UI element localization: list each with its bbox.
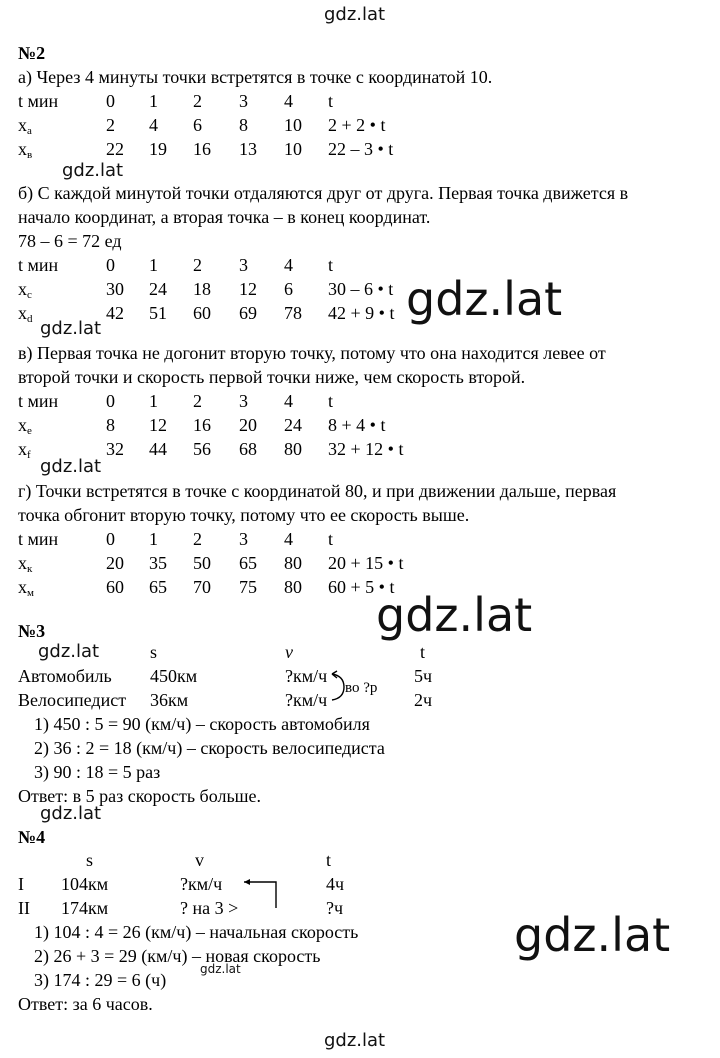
table-cell: 22 – 3 • t (328, 139, 394, 159)
answer: Ответ: в 5 раз скорость больше. (18, 786, 262, 806)
header-cell: 2 (193, 529, 202, 549)
table-cell: 20 + 15 • t (328, 553, 404, 573)
table-cell: 18 (193, 279, 211, 299)
solution-step: 3) 174 : 29 = 6 (ч) (34, 970, 167, 990)
table-cell: 6 (193, 115, 202, 135)
table-cell: 20 (239, 415, 257, 435)
connector-arrow-icon (240, 874, 280, 908)
header-cell: 0 (106, 529, 115, 549)
part-c-text-line2: второй точки и скорость первой точки ниже, чем скорость второй. (18, 367, 526, 387)
header-cell: 1 (149, 255, 158, 275)
row-speed: ?км/ч (180, 874, 223, 894)
part-b-text-line2: начало координат, а вторая точка – в конец координат. (18, 207, 431, 227)
table-cell: 2 (106, 115, 115, 135)
table-cell: 12 (149, 415, 167, 435)
table-cell: 19 (149, 139, 167, 159)
watermark: gdz.lat (40, 803, 102, 824)
table-cell: 4 (149, 115, 158, 135)
part-b-calc: 78 – 6 = 72 ед (18, 231, 122, 251)
column-header-v: v (285, 642, 293, 662)
header-cell: t мин (18, 91, 59, 111)
table-cell: 12 (239, 279, 257, 299)
table-cell: 13 (239, 139, 257, 159)
row-label: $x_к$ (18, 553, 33, 575)
table-cell: 35 (149, 553, 167, 573)
bracket-label: во ?р (345, 680, 378, 696)
watermark-small: gdz.lat (200, 962, 241, 976)
row-speed: ?км/ч (285, 666, 328, 686)
part-d-text-line1: г) Точки встретятся в точке с координатой 80, и при движении дальше, первая (18, 481, 617, 501)
solution-step: 2) 26 + 3 = 29 (км/ч) – новая скорость (34, 946, 321, 966)
table-cell: 50 (193, 553, 211, 573)
table-cell: 65 (239, 553, 257, 573)
row-name: Автомобиль (18, 666, 112, 686)
header-cell: 0 (106, 91, 115, 111)
table-cell: 30 (106, 279, 124, 299)
row-time: 2ч (414, 690, 433, 710)
table-cell: 6 (284, 279, 293, 299)
table-cell: 24 (284, 415, 302, 435)
solution-step: 2) 36 : 2 = 18 (км/ч) – скорость велосипедиста (34, 738, 385, 758)
table-cell: 42 + 9 • t (328, 303, 395, 323)
header-cell: 3 (239, 91, 248, 111)
header-cell: 4 (284, 255, 293, 275)
row-time: ?ч (326, 898, 344, 918)
table-cell: 20 (106, 553, 124, 573)
watermark: gdz.lat (40, 456, 102, 477)
watermark: gdz.lat (38, 641, 100, 662)
header-cell: 2 (193, 255, 202, 275)
table-cell: 69 (239, 303, 257, 323)
table-cell: 24 (149, 279, 167, 299)
watermark: gdz.lat (62, 160, 124, 181)
header-cell: 2 (193, 91, 202, 111)
table-cell: 56 (193, 439, 211, 459)
watermark: gdz.lat (40, 318, 102, 339)
header-cell: 0 (106, 391, 115, 411)
row-label: $x_d$ (18, 303, 33, 325)
solution-step: 1) 104 : 4 = 26 (км/ч) – начальная скорость (34, 922, 359, 942)
header-cell: 1 (149, 91, 158, 111)
problem-4-title: №4 (18, 827, 46, 847)
table-cell: 65 (149, 577, 167, 597)
table-cell: 60 (106, 577, 124, 597)
table-cell: 32 + 12 • t (328, 439, 404, 459)
watermark-top: gdz.lat (324, 4, 386, 25)
header-cell: 3 (239, 391, 248, 411)
table-cell: 60 + 5 • t (328, 577, 395, 597)
table-cell: 30 – 6 • t (328, 279, 394, 299)
column-header-t: t (420, 642, 426, 662)
table-cell: 80 (284, 439, 302, 459)
header-cell: t мин (18, 529, 59, 549)
row-name: Велосипедист (18, 690, 127, 710)
table-cell: 22 (106, 139, 124, 159)
row-speed: ?км/ч (285, 690, 328, 710)
row-name: I (18, 874, 24, 894)
column-header-t: t (326, 850, 332, 870)
table-cell: 42 (106, 303, 124, 323)
table-cell: 60 (193, 303, 211, 323)
row-time: 5ч (414, 666, 433, 686)
table-cell: 16 (193, 415, 211, 435)
table-cell: 10 (284, 139, 302, 159)
table-cell: 8 (239, 115, 248, 135)
header-cell: t мин (18, 391, 59, 411)
watermark-bottom: gdz.lat (324, 1030, 386, 1051)
row-distance: 104км (61, 874, 109, 894)
table-cell: 32 (106, 439, 124, 459)
row-name: II (18, 898, 30, 918)
part-a-text: а) Через 4 минуты точки встретятся в точке с координатой 10. (18, 67, 493, 87)
row-label: $x_в$ (18, 139, 33, 161)
header-cell: t мин (18, 255, 59, 275)
row-label: $x_м$ (18, 577, 34, 599)
table-cell: 8 + 4 • t (328, 415, 386, 435)
problem-2-title: №2 (18, 43, 46, 63)
table-cell: 16 (193, 139, 211, 159)
table-cell: 75 (239, 577, 257, 597)
table-cell: 10 (284, 115, 302, 135)
header-cell: 1 (149, 529, 158, 549)
part-d-text-line2: точка обгонит вторую точку, потому что ее скорость выше. (18, 505, 470, 525)
column-header-s: s (86, 850, 94, 870)
row-label: $x_e$ (18, 415, 32, 437)
header-cell: 4 (284, 91, 293, 111)
solution-step: 1) 450 : 5 = 90 (км/ч) – скорость автомобиля (34, 714, 370, 734)
header-cell: 2 (193, 391, 202, 411)
part-b-text-line1: б) С каждой минутой точки отдаляются друг от друга. Первая точка движется в (18, 183, 629, 203)
header-cell: 0 (106, 255, 115, 275)
answer: Ответ: за 6 часов. (18, 994, 153, 1014)
header-cell: 1 (149, 391, 158, 411)
watermark-large: gdz.lat (514, 908, 671, 962)
header-cell: 3 (239, 255, 248, 275)
header-cell: t (328, 529, 334, 549)
header-cell: 4 (284, 529, 293, 549)
column-header-v: v (195, 850, 204, 870)
table-cell: 80 (284, 577, 302, 597)
row-distance: 450км (150, 666, 198, 686)
table-cell: 2 + 2 • t (328, 115, 386, 135)
watermark-large: gdz.lat (376, 588, 533, 642)
row-speed: ? на 3 > (180, 898, 239, 918)
table-cell: 80 (284, 553, 302, 573)
row-label: $x_c$ (18, 279, 32, 301)
header-cell: 3 (239, 529, 248, 549)
table-cell: 8 (106, 415, 115, 435)
row-distance: 174км (61, 898, 109, 918)
table-cell: 44 (149, 439, 167, 459)
header-cell: t (328, 91, 334, 111)
part-c-text-line1: в) Первая точка не догонит вторую точку, потому что она находится левее от (18, 343, 606, 363)
table-cell: 78 (284, 303, 302, 323)
row-label: $x_f$ (18, 439, 31, 461)
row-label: $x_а$ (18, 115, 32, 137)
solution-step: 3) 90 : 18 = 5 раз (34, 762, 161, 782)
row-time: 4ч (326, 874, 345, 894)
header-cell: t (328, 255, 334, 275)
problem-3-title: №3 (18, 621, 46, 641)
watermark-large: gdz.lat (406, 272, 563, 326)
column-header-s: s (150, 642, 158, 662)
header-cell: 4 (284, 391, 293, 411)
header-cell: t (328, 391, 334, 411)
row-distance: 36км (150, 690, 189, 710)
table-cell: 68 (239, 439, 257, 459)
table-cell: 51 (149, 303, 167, 323)
table-cell: 70 (193, 577, 211, 597)
